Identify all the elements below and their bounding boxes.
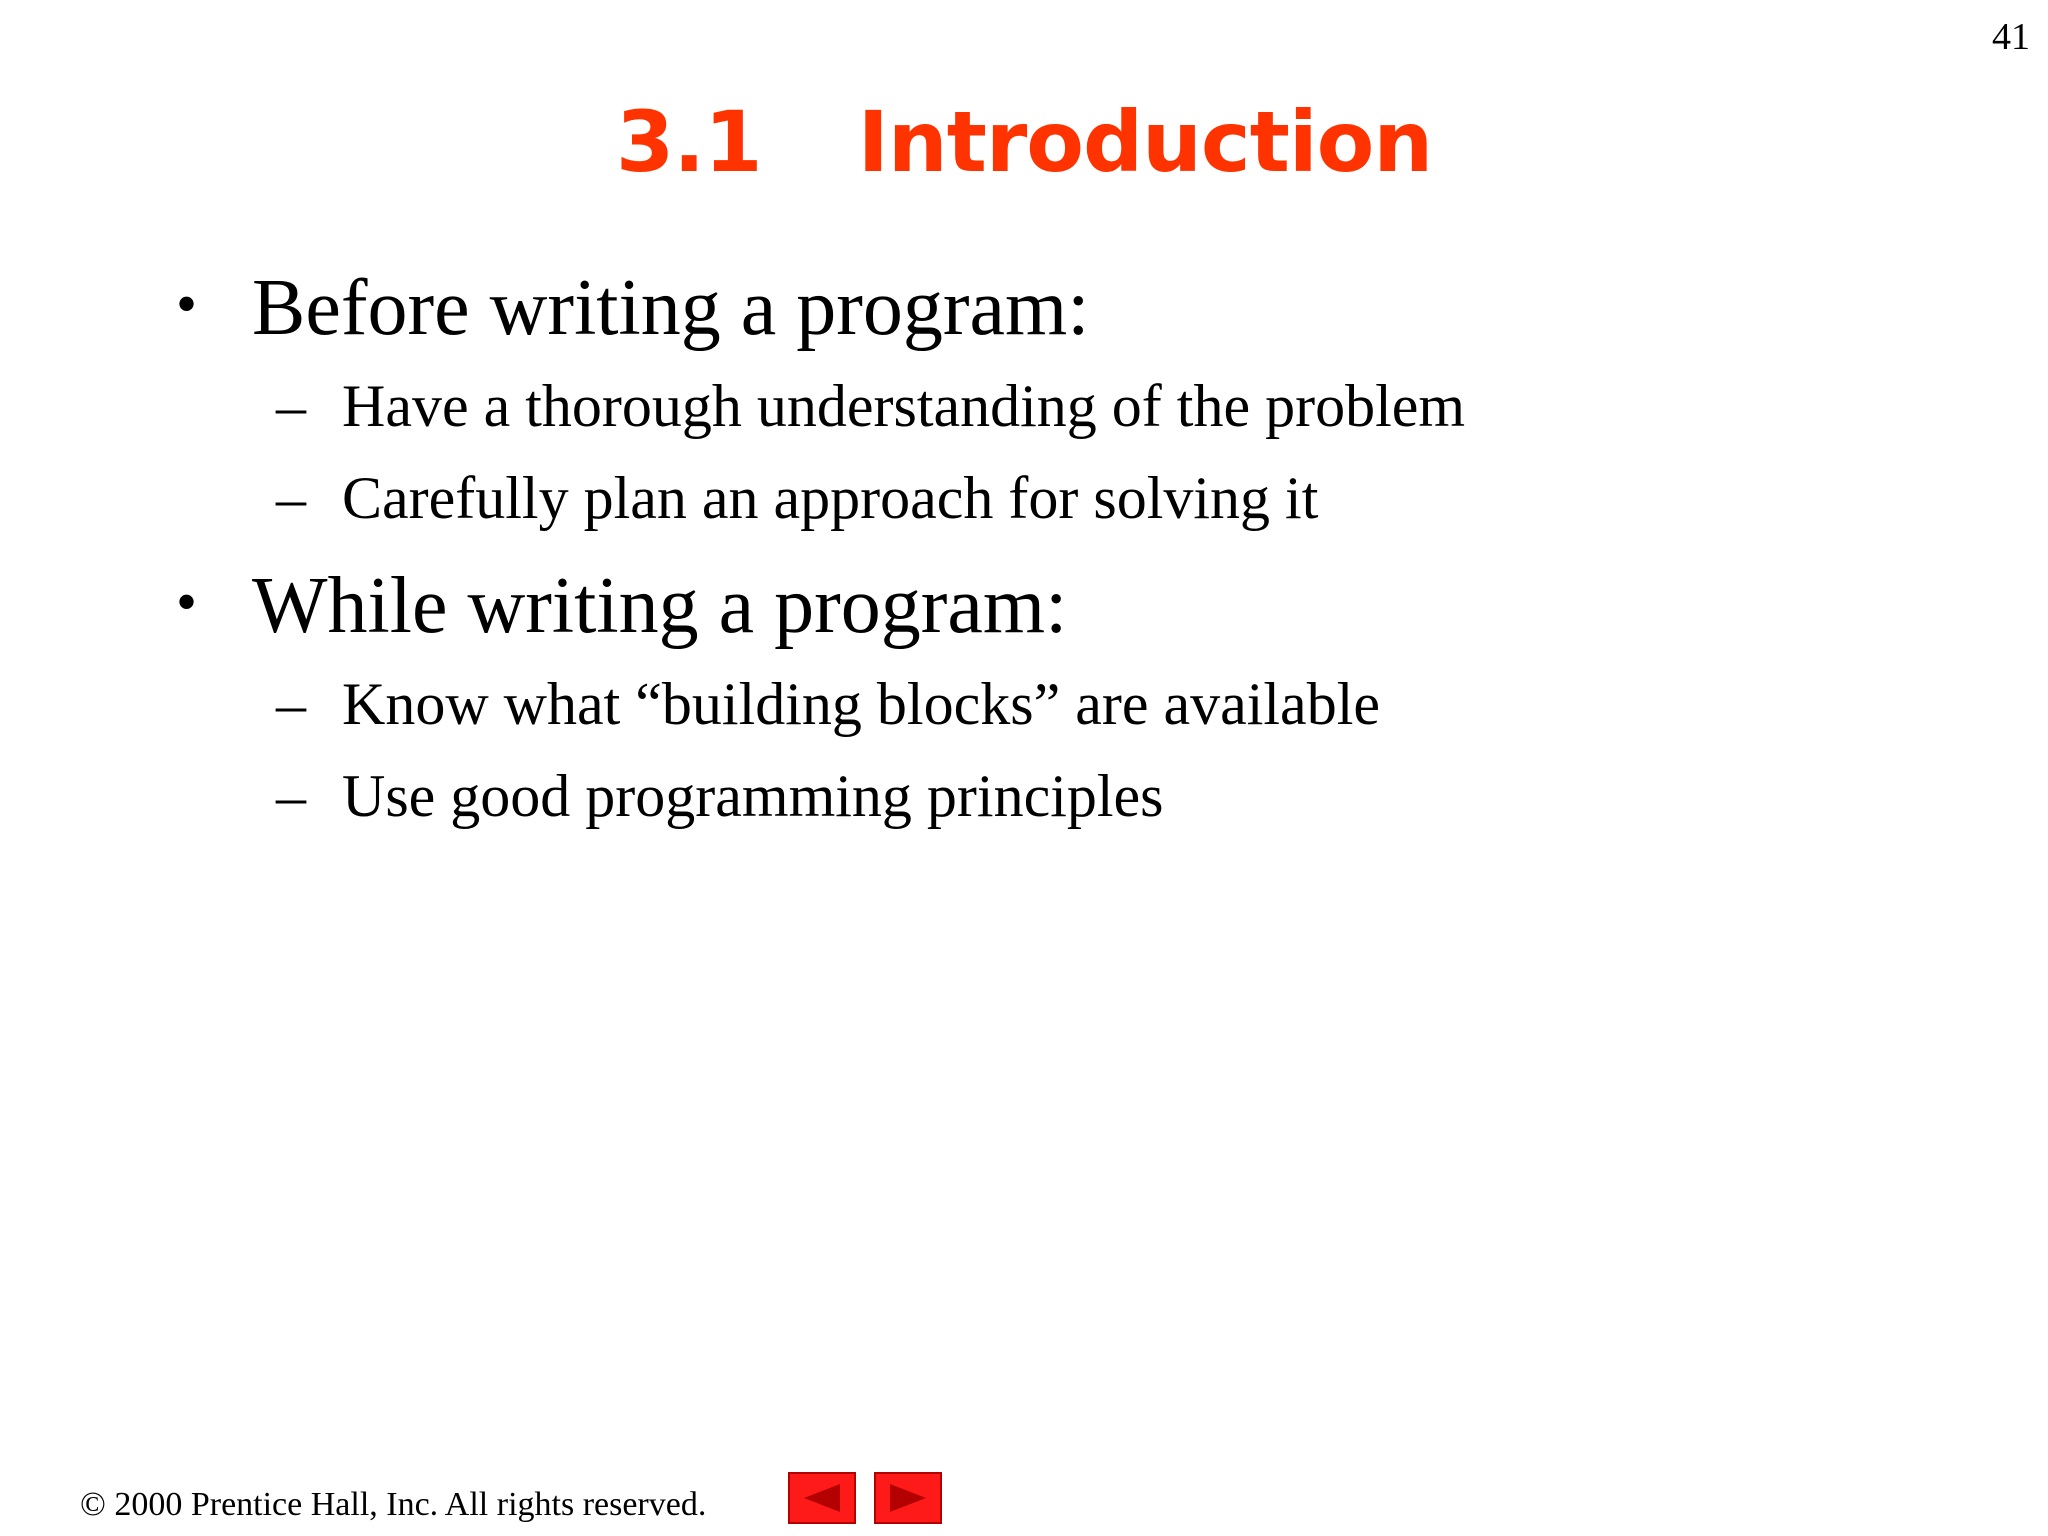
right-arrow-icon	[886, 1482, 930, 1514]
sub-bullet-text: Have a thorough understanding of the problem	[342, 373, 1466, 439]
sub-bullet-dash: –	[276, 373, 306, 439]
sub-bullet-dash: –	[276, 465, 306, 531]
sub-bullet-understand-problem	[276, 373, 1466, 439]
bullet-while-writing	[176, 562, 1068, 650]
sub-bullet-dash: –	[276, 763, 306, 829]
sub-bullet-plan-approach	[276, 465, 1319, 531]
bullet-text: Before writing a program:	[252, 264, 1090, 352]
previous-slide-button[interactable]	[788, 1472, 856, 1524]
next-slide-button[interactable]	[874, 1472, 942, 1524]
bullet-dot: •	[176, 569, 198, 635]
slide-title	[0, 93, 2048, 191]
page-number: 41	[1992, 16, 2030, 58]
title-text: Introduction	[857, 93, 1433, 191]
sub-bullet-dash: –	[276, 671, 306, 737]
bullet-dot: •	[176, 271, 198, 337]
bullet-before-writing	[176, 264, 1090, 352]
sub-bullet-good-principles	[276, 763, 1164, 829]
section-number: 3.1	[615, 93, 762, 191]
sub-bullet-text: Use good programming principles	[342, 763, 1164, 829]
bullet-text: While writing a program:	[252, 562, 1068, 650]
sub-bullet-building-blocks	[276, 671, 1380, 737]
copyright-footer: © 2000 Prentice Hall, Inc. All rights reserved.	[80, 1486, 707, 1523]
left-arrow-icon	[800, 1482, 844, 1514]
sub-bullet-text: Carefully plan an approach for solving it	[342, 465, 1319, 531]
sub-bullet-text: Know what “building blocks” are available	[342, 671, 1380, 737]
